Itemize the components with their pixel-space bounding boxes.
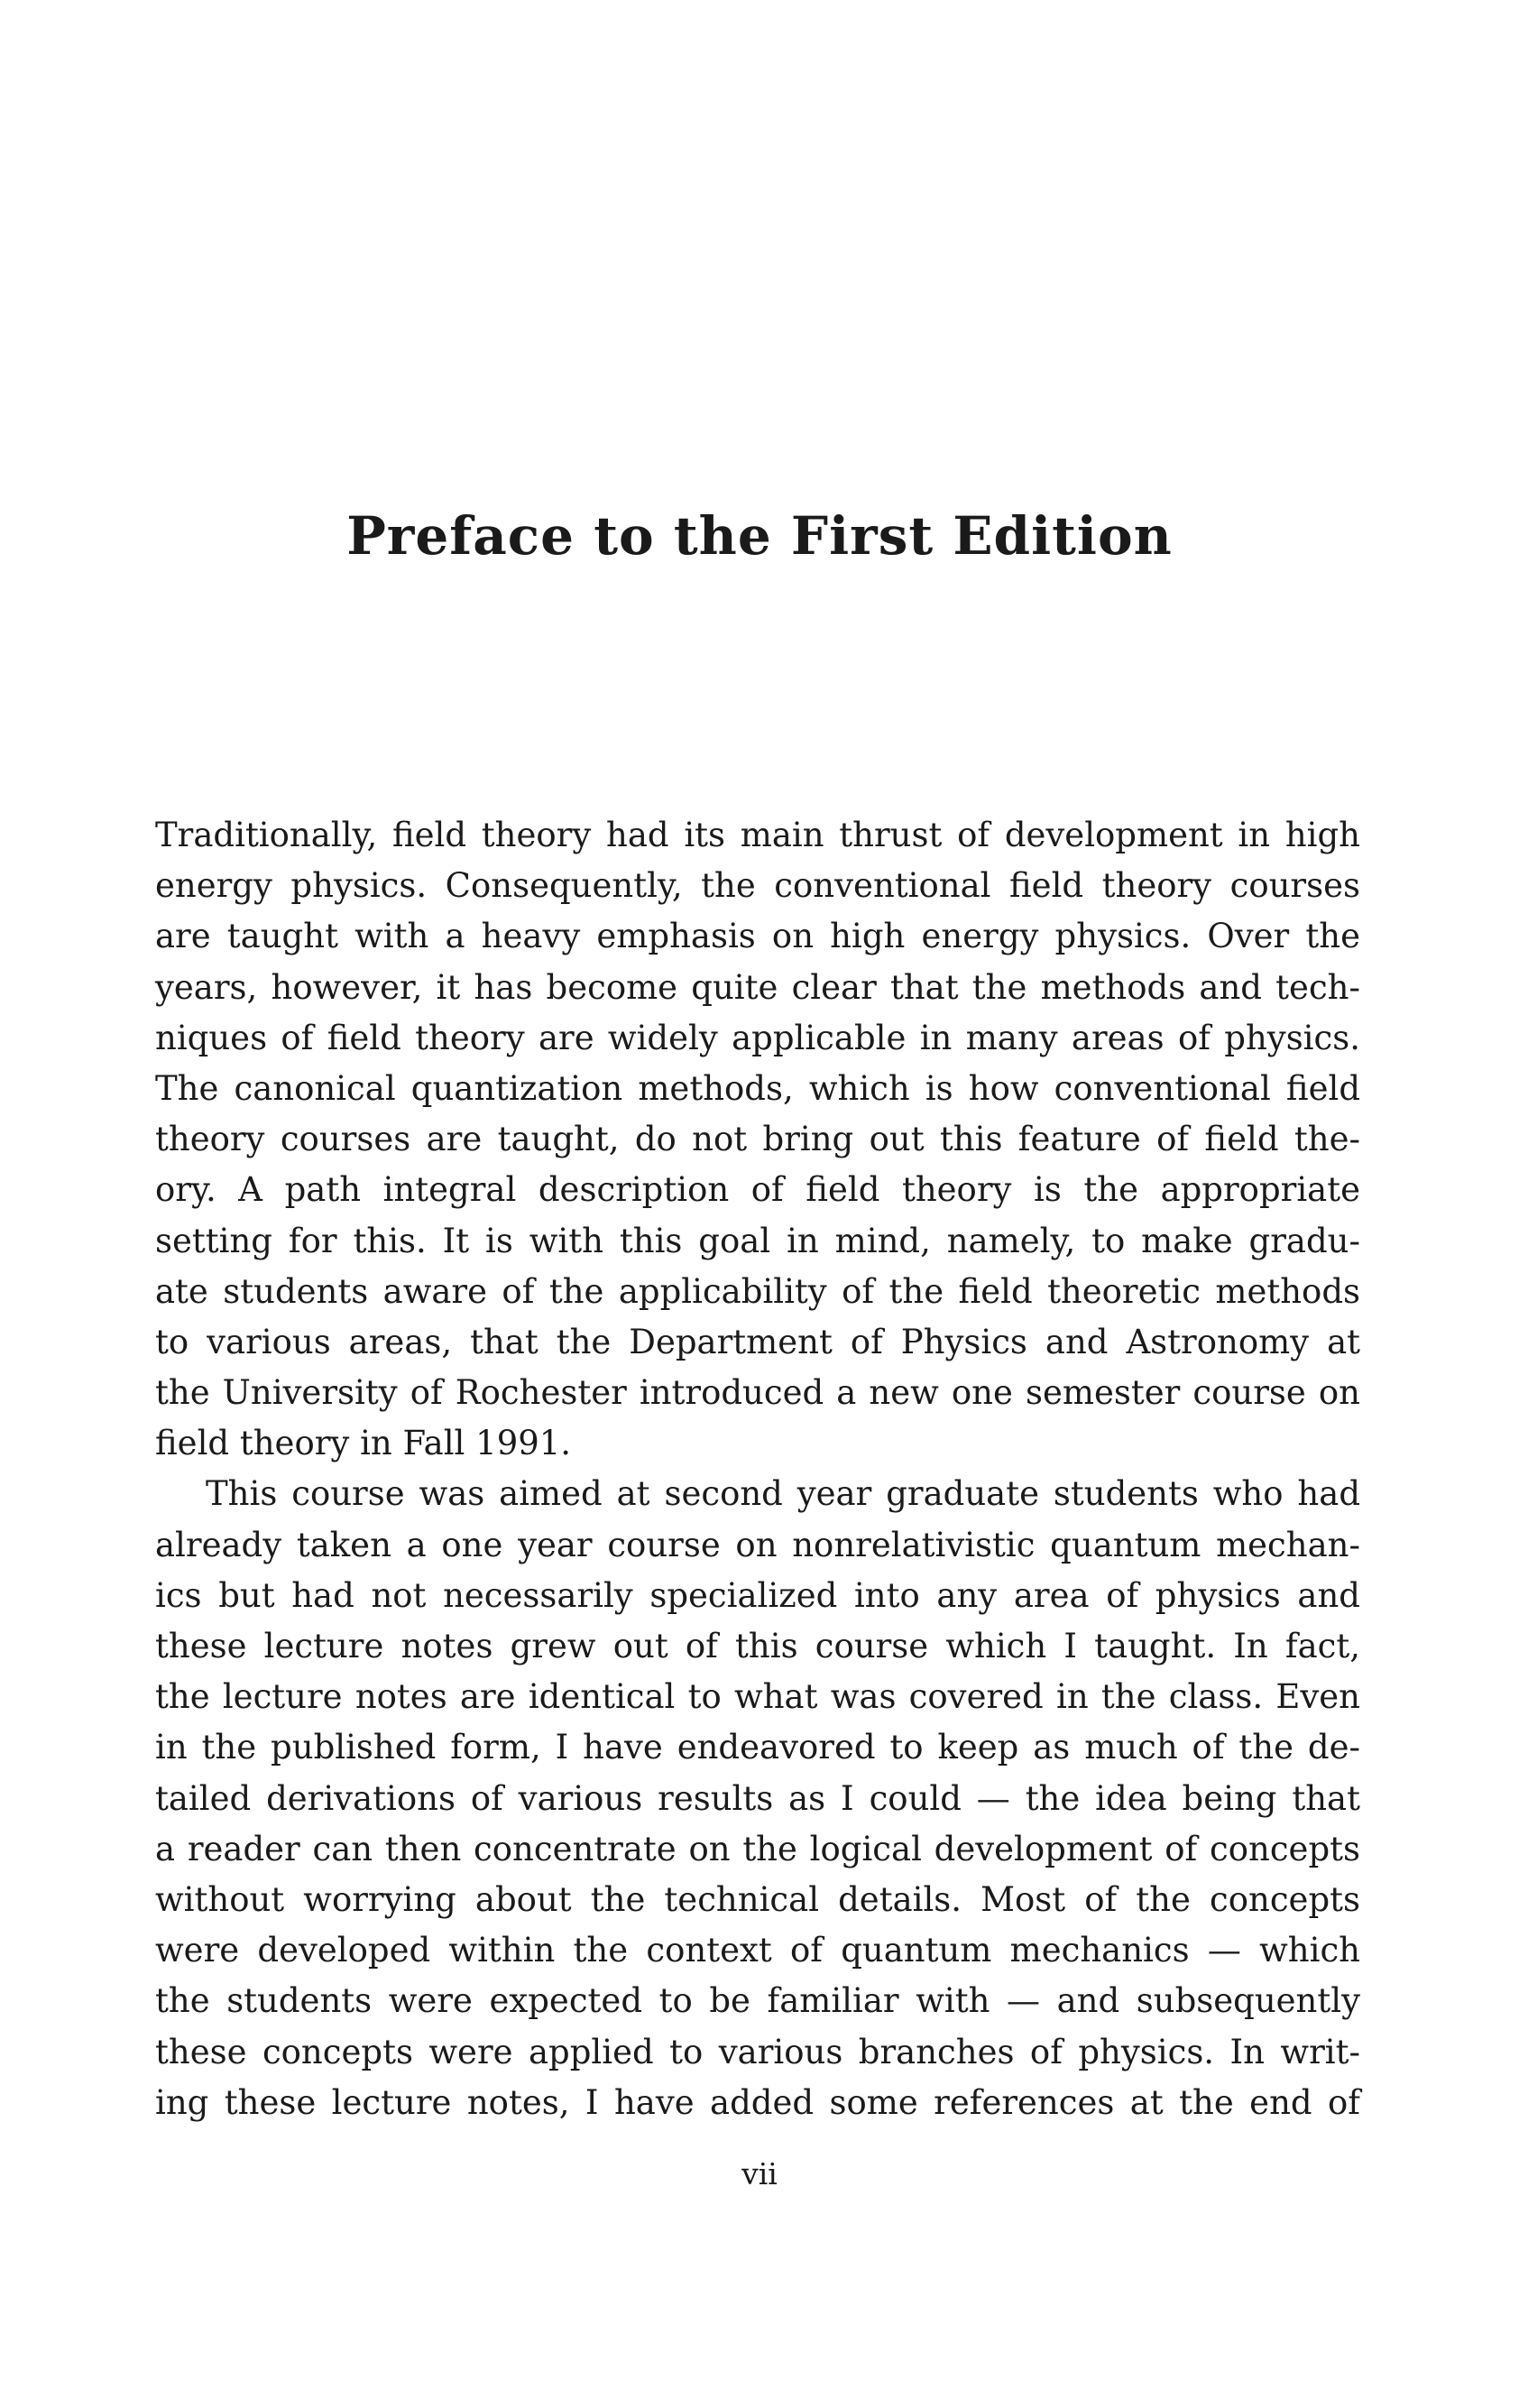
text-line: already taken a one year course on nonrelativistic quantum mechan- xyxy=(155,1525,1360,1564)
text-line: energy physics. Consequently, the conventional field theory courses xyxy=(155,866,1360,906)
text-line: setting for this. It is with this goal in mind, namely, to make gradu- xyxy=(155,1221,1360,1260)
text-line: without worrying about the technical details. Most of the concepts xyxy=(155,1879,1360,1919)
text-line: The canonical quantization methods, which is how conventional field xyxy=(155,1068,1360,1108)
text-line: Traditionally, field theory had its main thrust of development in high xyxy=(155,816,1360,854)
text-line: the students were expected to be familiar with — and subsequently xyxy=(155,1981,1360,2021)
text-line: a reader can then concentrate on the logical development of concepts xyxy=(155,1829,1360,1868)
text-line: the lecture notes are identical to what was covered in the class. Even xyxy=(155,1677,1360,1717)
paragraph-2 xyxy=(155,1469,1360,2127)
paragraph-1 xyxy=(155,810,1360,1469)
text-line: ing these lecture notes, I have added some references at the end of xyxy=(155,2082,1360,2122)
text-line: ate students aware of the applicability of the field theoretic methods xyxy=(155,1271,1360,1311)
text-line: to various areas, that the Department of Physics and Astronomy at xyxy=(155,1322,1360,1361)
text-line: are taught with a heavy emphasis on high energy physics. Over the xyxy=(155,917,1360,956)
preface-body xyxy=(155,810,1360,2128)
chapter-title: Preface to the First Edition xyxy=(346,505,1173,567)
text-line: in the published form, I have endeavored to keep as much of the de- xyxy=(155,1728,1360,1767)
text-line: This course was aimed at second year graduate students who had xyxy=(206,1474,1360,1514)
text-line: niques of field theory are widely applicable in many areas of physics. xyxy=(155,1018,1360,1057)
text-line: these concepts were applied to various branches of physics. In writ- xyxy=(155,2032,1360,2071)
text-line: these lecture notes grew out of this course which I taught. In fact, xyxy=(155,1627,1360,1665)
text-line: the University of Rochester introduced a new one semester course on xyxy=(155,1373,1360,1413)
text-line: ics but had not necessarily specialized into any area of physics and xyxy=(155,1575,1360,1615)
text-line: tailed derivations of various results as I could — the idea being that xyxy=(155,1778,1360,1818)
text-line: were developed within the context of quantum mechanics — which xyxy=(155,1931,1360,1970)
page-number: vii xyxy=(741,2156,778,2191)
text-line: ory. A path integral description of field theory is the appropriate xyxy=(155,1170,1360,1210)
text-line: theory courses are taught, do not bring out this feature of field the- xyxy=(155,1120,1360,1159)
text-line: field theory in Fall 1991. xyxy=(155,1424,572,1463)
text-line: years, however, it has become quite clear that the methods and tech- xyxy=(155,967,1360,1007)
